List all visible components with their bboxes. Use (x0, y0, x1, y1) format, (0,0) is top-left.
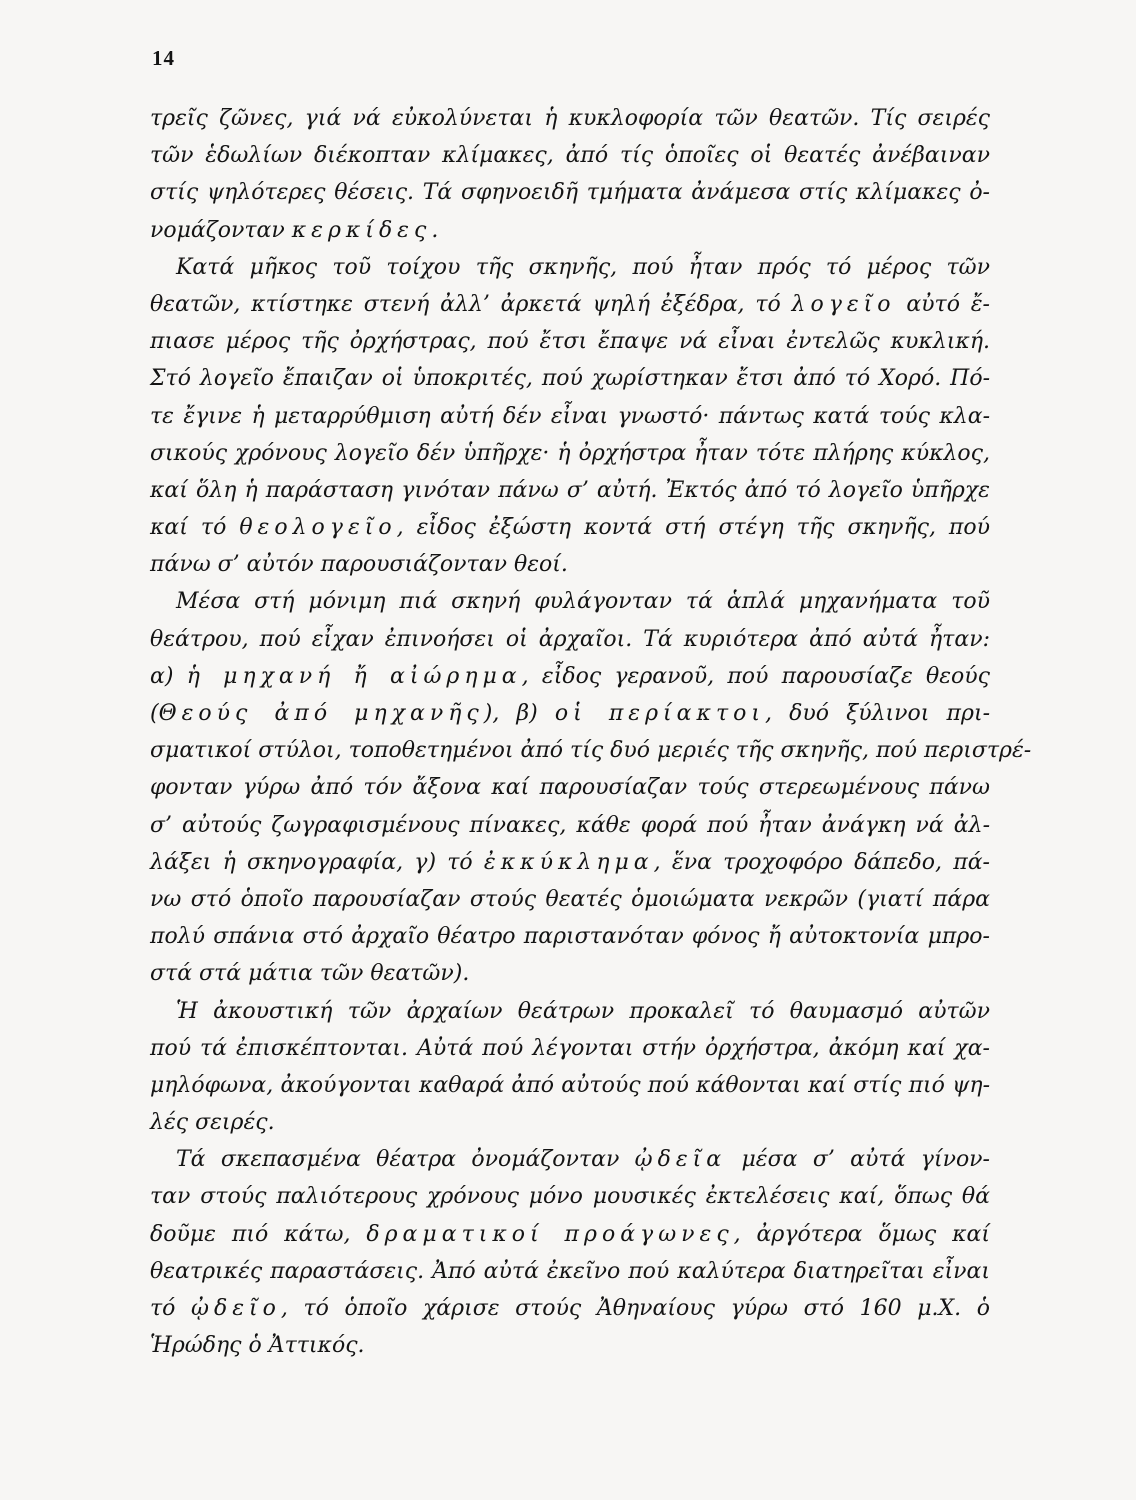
text-line (150, 1216, 990, 1253)
text-line (150, 249, 990, 286)
text-run: τε ἔγινε ἡ μεταρρύθμιση αὐτή δέν εἶναι γνωστό· πάντως κατά τούς κλα- (150, 403, 990, 429)
text-run: τῶν ἑδωλίων διέκοπταν κλίμακες, ἀπό τίς ὁποῖες οἱ θεατές ἀνέβαιναν (150, 143, 990, 169)
text-run: Στό λογεῖο ἔπαιζαν οἱ ὑποκριτές, πού χωρίστηκαν ἔτσι ἀπό τό Χορό. Πό- (150, 366, 990, 392)
text-run: Μέσα στή μόνιμη πιά σκηνή φυλάγονταν τά ἁπλά μηχανήματα τοῦ (176, 589, 990, 615)
spaced-term: ἐκκύκλημα (483, 849, 654, 875)
text-run: καί ὅλη ἡ παράσταση γινόταν πάνω σ’ αὐτή. Ἐκτός ἀπό τό λογεῖο ὑπῆρχε (150, 477, 990, 503)
text-line (150, 1178, 990, 1215)
text-run: λές σειρές. (150, 1110, 275, 1136)
text-line (150, 472, 990, 509)
text-run: σικούς χρόνους λογεῖο δέν ὑπῆρχε· ἡ ὀρχήστρα ἦταν τότε πλήρης κύκλος, (150, 440, 990, 466)
text-run: σματικοί στύλοι, τοποθετημένοι ἀπό τίς δυό μεριές τῆς σκηνῆς, πού περιστρέ- (150, 738, 1032, 764)
spaced-term: ᾠδεῖο (191, 1296, 281, 1321)
text-line (150, 212, 990, 249)
text-line (150, 1067, 990, 1104)
text-run: , ἀργότερα ὅμως καί (733, 1221, 990, 1247)
spaced-term: ἡ μηχανή ἤ αἰώρημα (186, 663, 522, 689)
text-line (150, 435, 990, 472)
text-line (150, 398, 990, 435)
text-run: νομάζονταν (150, 217, 292, 243)
spaced-term: δραματικοί προάγωνες (366, 1221, 734, 1247)
text-run: . (431, 217, 439, 243)
text-run: καί τό (150, 515, 240, 541)
text-run: πού τά ἐπισκέπτονται. Αὐτά πού λέγονται στήν ὀρχήστρα, ἀκόμη καί χα- (150, 1035, 990, 1061)
spaced-term: οἱ περίακτοι (554, 701, 766, 726)
text-run: θεατρικές παραστάσεις. Ἀπό αὐτά ἐκεῖνο πού καλύτερα διατηρεῖται εἶναι (150, 1258, 990, 1284)
page-number: 14 (152, 46, 175, 70)
text-run: στά στά μάτια τῶν θεατῶν). (150, 961, 470, 987)
text-run: φονταν γύρω ἀπό τόν ἄξονα καί παρουσίαζαν τούς στερεωμένους πάνω (150, 775, 990, 801)
text-run: ταν στούς παλιότερους χρόνους μόνο μουσικές ἐκτελέσεις καί, ὅπως θά (150, 1184, 990, 1210)
text-run: τρεῖς ζῶνες, γιά νά εὐκολύνεται ἡ κυκλοφορία τῶν θεατῶν. Τίς σειρές (150, 106, 990, 131)
text-run: μηλόφωνα, ἀκούγονται καθαρά ἀπό αὐτούς πού κάθονται καί στίς πιό ψη- (150, 1072, 990, 1098)
text-run: , δυό ξύλινοι πρι- (765, 701, 990, 726)
text-line (150, 174, 990, 211)
text-line (150, 918, 990, 955)
text-run: πάνω σ’ αὐτόν παρουσιάζονταν θεοί. (150, 552, 568, 578)
spaced-term: θεολογεῖο (239, 515, 397, 541)
text-run: , εἶδος ἐξώστη κοντά στή στέγη τῆς σκηνῆς, πού (396, 515, 990, 541)
text-run: πιασε μέρος τῆς ὀρχήστρας, πού ἔτσι ἔπαψε νά εἶναι ἐντελῶς κυκλική. (150, 329, 990, 355)
text-run: δοῦμε πιό κάτω, (150, 1221, 367, 1247)
text-line (150, 137, 990, 174)
text-line (150, 955, 990, 992)
text-line (150, 658, 990, 695)
text-line (150, 1141, 990, 1178)
text-run: Ἡ ἀκουστική τῶν ἀρχαίων θεάτρων προκαλεῖ τό θαυμασμό αὐτῶν (176, 998, 990, 1024)
spaced-term: λογεῖο (791, 291, 896, 317)
text-line (150, 844, 990, 881)
text-line (150, 1253, 990, 1290)
spaced-term: Θεούς ἀπό μηχανῆς (158, 701, 484, 726)
text-line (150, 1290, 990, 1327)
text-run: , τό ὁποῖο χάρισε στούς Ἀθηναίους γύρω στό 160 μ.Χ. ὁ (280, 1296, 990, 1321)
text-run: στίς ψηλότερες θέσεις. Τά σφηνοειδῆ τμήματα ἀνάμεσα στίς κλίμακες ὀ- (150, 180, 990, 206)
text-run: , εἶδος γερανοῦ, πού παρουσίαζε θεούς (521, 663, 990, 689)
spaced-term: κερκίδες (291, 217, 432, 243)
text-run: ), β) (483, 701, 555, 726)
text-run: , ἕνα τροχοφόρο δάπεδο, πά- (653, 849, 990, 875)
text-line (150, 360, 990, 397)
text-run: Τά σκεπασμένα θέατρα ὀνομάζονταν (176, 1147, 635, 1173)
text-line (150, 732, 1032, 769)
text-run: Ἡρώδης ὁ Ἀττικός. (150, 1333, 365, 1359)
text-run: λάξει ἡ σκηνογραφία, γ) τό (150, 849, 484, 875)
text-line (150, 769, 990, 806)
spaced-term: ᾠδεῖα (634, 1147, 727, 1173)
text-run: τό (150, 1296, 192, 1321)
text-line (150, 1104, 990, 1141)
body-text (150, 100, 1032, 1364)
text-run: μέσα σ’ αὐτά γίνον- (726, 1147, 990, 1173)
text-run: σ’ αὐτούς ζωγραφισμένους πίνακες, κάθε φορά πού ἦταν ἀνάγκη νά ἀλ- (150, 812, 990, 838)
text-line (150, 807, 990, 844)
text-run: Κατά μῆκος τοῦ τοίχου τῆς σκηνῆς, πού ἦταν πρός τό μέρος τῶν (176, 254, 990, 280)
text-run: θεατῶν, κτίστηκε στενή ἀλλ’ ἀρκετά ψηλή ἐξέδρα, τό (150, 291, 792, 317)
text-line (150, 881, 990, 918)
text-run: α) (150, 663, 187, 689)
text-line (150, 1327, 990, 1364)
text-run: αὐτό ἔ- (895, 291, 990, 317)
text-line (150, 286, 990, 323)
text-run: θεάτρου, πού εἶχαν ἐπινοήσει οἱ ἀρχαῖοι. Τά κυριότερα ἀπό αὐτά ἦταν: (150, 626, 990, 652)
text-line (150, 695, 990, 732)
text-line (150, 546, 990, 583)
text-line (150, 100, 990, 137)
text-line (150, 509, 990, 546)
text-line (150, 323, 990, 360)
text-run: νω στό ὁποῖο παρουσίαζαν στούς θεατές ὁμοιώματα νεκρῶν (γιατί πάρα (150, 886, 990, 912)
text-line (150, 621, 990, 658)
text-line (150, 1030, 990, 1067)
text-run: πολύ σπάνια στό ἀρχαῖο θέατρο παριστανόταν φόνος ἤ αὐτοκτονία μπρο- (150, 924, 990, 950)
text-line (150, 993, 990, 1030)
text-run: ( (150, 701, 159, 726)
text-line (150, 583, 990, 620)
